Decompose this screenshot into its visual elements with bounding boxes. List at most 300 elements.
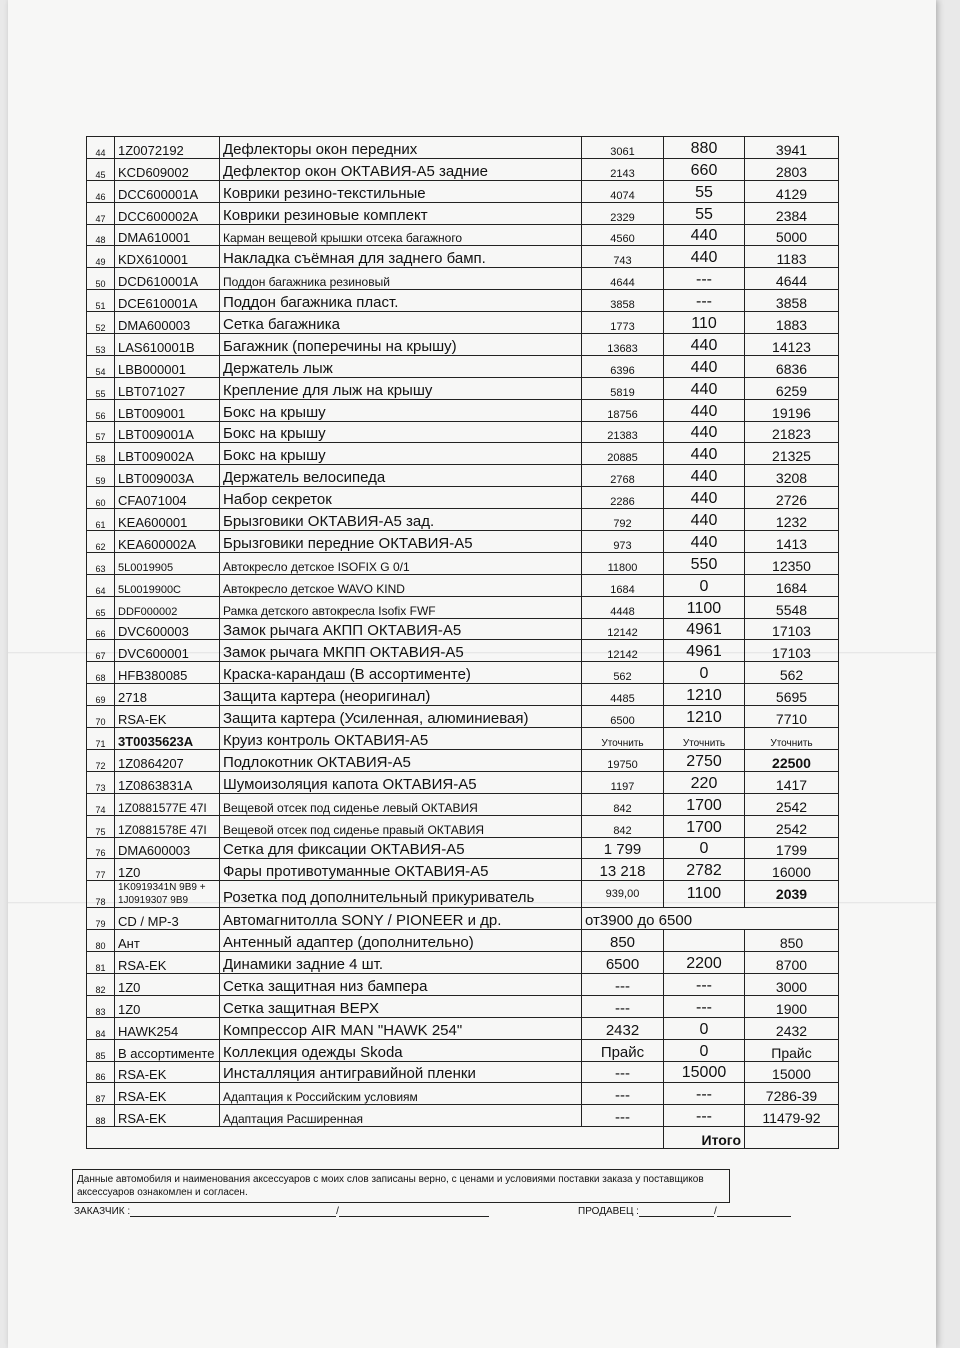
install-price: --- (664, 268, 745, 290)
total-price: 2432 (745, 1017, 839, 1039)
item-name: Держатель лыж (220, 355, 582, 377)
row-number: 70 (87, 706, 115, 728)
table-row (87, 377, 839, 399)
item-name: Коврики резиновые комплект (220, 202, 582, 224)
accessories-table-body (87, 137, 839, 1127)
customer-signature: ЗАКАЗЧИК : / (74, 1206, 489, 1217)
total-price: 4644 (745, 268, 839, 290)
table-row (87, 1105, 839, 1127)
item-price: 973 (582, 531, 664, 553)
item-name: Бокс на крышу (220, 443, 582, 465)
item-price: от3900 до 6500 (582, 908, 839, 930)
item-price: --- (582, 1061, 664, 1083)
row-number: 66 (87, 618, 115, 640)
article-code: 1Z0 (115, 973, 220, 995)
item-name: Круиз контроль ОКТАВИЯ-А5 (220, 728, 582, 750)
item-name: Сетка багажника (220, 312, 582, 334)
article-code: LBB000001 (115, 355, 220, 377)
table-row (87, 137, 839, 159)
item-price: 13 218 (582, 859, 664, 881)
row-number: 82 (87, 973, 115, 995)
table-row (87, 908, 839, 930)
table-row (87, 268, 839, 290)
install-price: 440 (664, 334, 745, 356)
table-row (87, 246, 839, 268)
total-price: 4129 (745, 180, 839, 202)
total-price: 1900 (745, 995, 839, 1017)
item-name: Дефлекторы окон передних (220, 137, 582, 159)
install-price: 0 (664, 837, 745, 859)
item-name: Автокресло детское WAVO KIND (220, 574, 582, 596)
row-number: 50 (87, 268, 115, 290)
item-price: 3061 (582, 137, 664, 159)
item-name: Набор секреток (220, 487, 582, 509)
item-name: Крепление для лыж на крышу (220, 377, 582, 399)
row-number: 85 (87, 1039, 115, 1061)
install-price: 440 (664, 224, 745, 246)
item-name: Коврики резино-текстильные (220, 180, 582, 202)
install-price: --- (664, 1083, 745, 1105)
install-price: 880 (664, 137, 745, 159)
article-code: LAS610001B (115, 334, 220, 356)
total-price: Уточнить (745, 728, 839, 750)
item-name: Инсталляция антигравийной пленки (220, 1061, 582, 1083)
item-price: 842 (582, 815, 664, 837)
table-row (87, 552, 839, 574)
item-price: 20885 (582, 443, 664, 465)
table-row (87, 290, 839, 312)
total-price: 1883 (745, 312, 839, 334)
total-price: 19196 (745, 399, 839, 421)
item-name: Накладка съёмная для заднего бамп. (220, 246, 582, 268)
table-row (87, 1083, 839, 1105)
total-label: Итого (664, 1127, 745, 1149)
total-price: 11479-92 (745, 1105, 839, 1127)
row-number: 71 (87, 728, 115, 750)
article-code: 1Z0072192 (115, 137, 220, 159)
item-name: Розетка под дополнительный прикуриватель (220, 881, 582, 908)
item-name: Автомагнитолла SONY / PIONEER и др. (220, 908, 582, 930)
install-price: 110 (664, 312, 745, 334)
item-price: 1197 (582, 771, 664, 793)
item-name: Фары противотуманные ОКТАВИЯ-А5 (220, 859, 582, 881)
table-row (87, 728, 839, 750)
total-price: 15000 (745, 1061, 839, 1083)
total-price: 12350 (745, 552, 839, 574)
item-price: 2143 (582, 158, 664, 180)
install-price: --- (664, 995, 745, 1017)
install-price: 4961 (664, 618, 745, 640)
article-code: DDF000002 (115, 596, 220, 618)
row-number: 56 (87, 399, 115, 421)
install-price: --- (664, 1105, 745, 1127)
total-price: 2039 (745, 881, 839, 908)
total-price: 22500 (745, 749, 839, 771)
install-price: 0 (664, 662, 745, 684)
article-code: LBT009003A (115, 465, 220, 487)
total-price: 5548 (745, 596, 839, 618)
table-row (87, 312, 839, 334)
item-price: 6500 (582, 706, 664, 728)
table-row (87, 202, 839, 224)
item-price: 939,00 (582, 881, 664, 908)
item-name: Держатель велосипеда (220, 465, 582, 487)
row-number: 76 (87, 837, 115, 859)
table-row (87, 640, 839, 662)
row-number: 80 (87, 930, 115, 952)
item-price: Прайс (582, 1039, 664, 1061)
install-price: 1210 (664, 706, 745, 728)
item-name: Брызговики передние ОКТАВИЯ-А5 (220, 531, 582, 553)
item-price: 842 (582, 793, 664, 815)
total-price: 1183 (745, 246, 839, 268)
total-price: 3208 (745, 465, 839, 487)
row-number: 84 (87, 1017, 115, 1039)
total-row (87, 1127, 839, 1149)
item-price: 3858 (582, 290, 664, 312)
article-code: KDX610001 (115, 246, 220, 268)
article-code: CFA071004 (115, 487, 220, 509)
item-price: 11800 (582, 552, 664, 574)
table-row (87, 180, 839, 202)
article-code: 5L0019900C (115, 574, 220, 596)
row-number: 45 (87, 158, 115, 180)
item-name: Подлокотник ОКТАВИЯ-А5 (220, 749, 582, 771)
item-name: Динамики задние 4 шт. (220, 952, 582, 974)
total-price: 1232 (745, 509, 839, 531)
total-price: Прайс (745, 1039, 839, 1061)
item-name: Сетка защитная низ бампера (220, 973, 582, 995)
article-code: DCC600001A (115, 180, 220, 202)
table-row (87, 881, 839, 908)
install-price: 15000 (664, 1061, 745, 1083)
total-price: 7286-39 (745, 1083, 839, 1105)
install-price: 55 (664, 202, 745, 224)
item-price: --- (582, 973, 664, 995)
item-name: Коллекция одежды Skoda (220, 1039, 582, 1061)
table-row (87, 995, 839, 1017)
article-code: 1Z0 (115, 995, 220, 1017)
customer-sign-line (130, 1206, 336, 1217)
row-number: 72 (87, 749, 115, 771)
article-code: DCC600002A (115, 202, 220, 224)
item-price: 1773 (582, 312, 664, 334)
row-number: 48 (87, 224, 115, 246)
item-name: Сетка для фиксации ОКТАВИЯ-А5 (220, 837, 582, 859)
article-code: 1Z0881578E 47I (115, 815, 220, 837)
row-number: 60 (87, 487, 115, 509)
total-price: 21325 (745, 443, 839, 465)
item-price: 743 (582, 246, 664, 268)
table-row (87, 1061, 839, 1083)
item-price: 562 (582, 662, 664, 684)
table-row (87, 224, 839, 246)
item-price: 12142 (582, 618, 664, 640)
article-code: LBT009001 (115, 399, 220, 421)
consent-disclaimer: Данные автомобиля и наименования аксессуаров с моих слов записаны верно, с ценами и условиями поставки заказа у поставщиков аксессуаров ознакомлен и согласен. (72, 1169, 730, 1203)
total-price: 5000 (745, 224, 839, 246)
table-row (87, 662, 839, 684)
total-price: 2542 (745, 815, 839, 837)
install-price: --- (664, 973, 745, 995)
row-number: 61 (87, 509, 115, 531)
item-price: 792 (582, 509, 664, 531)
row-number: 68 (87, 662, 115, 684)
seller-name-line (717, 1206, 791, 1217)
item-name: Вещевой отсек под сиденье левый ОКТАВИЯ (220, 793, 582, 815)
install-price: --- (664, 290, 745, 312)
item-price: Уточнить (582, 728, 664, 750)
table-row (87, 574, 839, 596)
article-code: RSA-EK (115, 1083, 220, 1105)
install-price: 1700 (664, 793, 745, 815)
seller-sign-line (639, 1206, 714, 1217)
table-row (87, 793, 839, 815)
item-name: Защита картера (Усиленная, алюминиевая) (220, 706, 582, 728)
total-price: 1413 (745, 531, 839, 553)
item-name: Краска-карандаш (В ассортименте) (220, 662, 582, 684)
item-name: Рамка детского автокресла Isofix FWF (220, 596, 582, 618)
total-price: 21823 (745, 421, 839, 443)
item-name: Дефлектор окон ОКТАВИЯ-А5 задние (220, 158, 582, 180)
install-price: 1700 (664, 815, 745, 837)
table-row (87, 399, 839, 421)
item-name: Бокс на крышу (220, 399, 582, 421)
article-code: DMA600003 (115, 837, 220, 859)
item-name: Сетка защитная ВЕРХ (220, 995, 582, 1017)
row-number: 79 (87, 908, 115, 930)
row-number: 67 (87, 640, 115, 662)
item-name: Адаптация Расширенная (220, 1105, 582, 1127)
total-price: 2542 (745, 793, 839, 815)
item-price: 2432 (582, 1017, 664, 1039)
row-number: 74 (87, 793, 115, 815)
article-code: DMA600003 (115, 312, 220, 334)
item-price: 4644 (582, 268, 664, 290)
article-code: RSA-EK (115, 952, 220, 974)
table-row (87, 443, 839, 465)
table-row (87, 930, 839, 952)
item-price: 6500 (582, 952, 664, 974)
article-code: CD / MP-3 (115, 908, 220, 930)
article-code: RSA-EK (115, 706, 220, 728)
customer-label: ЗАКАЗЧИК : (74, 1206, 131, 1217)
item-price: 19750 (582, 749, 664, 771)
article-code: RSA-EK (115, 1061, 220, 1083)
table-row (87, 334, 839, 356)
item-name: Карман вещевой крышки отсека багажного (220, 224, 582, 246)
table-row (87, 771, 839, 793)
row-number: 83 (87, 995, 115, 1017)
item-price: 6396 (582, 355, 664, 377)
row-number: 62 (87, 531, 115, 553)
install-price: 440 (664, 377, 745, 399)
item-price: --- (582, 1083, 664, 1105)
total-price: 14123 (745, 334, 839, 356)
table-row (87, 421, 839, 443)
install-price: 0 (664, 574, 745, 596)
total-price: 1417 (745, 771, 839, 793)
item-name: Поддон багажника резиновый (220, 268, 582, 290)
table-row (87, 837, 839, 859)
customer-name-line (339, 1206, 489, 1217)
article-code: 2718 (115, 684, 220, 706)
total-price: 16000 (745, 859, 839, 881)
article-code: RSA-EK (115, 1105, 220, 1127)
item-name: Вещевой отсек под сиденье правый ОКТАВИЯ (220, 815, 582, 837)
table-row (87, 158, 839, 180)
article-code: 1Z0863831A (115, 771, 220, 793)
item-name: Замок рычага АКПП ОКТАВИЯ-А5 (220, 618, 582, 640)
total-price: 2726 (745, 487, 839, 509)
table-row (87, 487, 839, 509)
table-row (87, 952, 839, 974)
install-price: 55 (664, 180, 745, 202)
item-name: Защита картера (неоригинал) (220, 684, 582, 706)
install-price: 660 (664, 158, 745, 180)
row-number: 87 (87, 1083, 115, 1105)
total-price: 3941 (745, 137, 839, 159)
item-price: 1 799 (582, 837, 664, 859)
table-row (87, 531, 839, 553)
total-price: 7710 (745, 706, 839, 728)
install-price: 1210 (664, 684, 745, 706)
item-name: Антенный адаптер (дополнительно) (220, 930, 582, 952)
row-number: 63 (87, 552, 115, 574)
row-number: 88 (87, 1105, 115, 1127)
row-number: 58 (87, 443, 115, 465)
item-price: 21383 (582, 421, 664, 443)
table-row (87, 1039, 839, 1061)
article-code: DCD610001A (115, 268, 220, 290)
item-name: Компрессор AIR MAN "HAWK 254" (220, 1017, 582, 1039)
row-number: 64 (87, 574, 115, 596)
table-row (87, 465, 839, 487)
article-code: KEA600001 (115, 509, 220, 531)
article-code: HFB380085 (115, 662, 220, 684)
row-number: 86 (87, 1061, 115, 1083)
article-code: В ассортименте (115, 1039, 220, 1061)
article-code: LBT071027 (115, 377, 220, 399)
table-row (87, 1017, 839, 1039)
install-price: 440 (664, 421, 745, 443)
row-number: 53 (87, 334, 115, 356)
install-price: Уточнить (664, 728, 745, 750)
row-number: 54 (87, 355, 115, 377)
install-price: 2750 (664, 749, 745, 771)
item-price: 4448 (582, 596, 664, 618)
article-code: DVC600001 (115, 640, 220, 662)
article-code: HAWK254 (115, 1017, 220, 1039)
table-row (87, 355, 839, 377)
item-price: 13683 (582, 334, 664, 356)
install-price: 1100 (664, 881, 745, 908)
item-price: 12142 (582, 640, 664, 662)
total-price: 3000 (745, 973, 839, 995)
install-price: 4961 (664, 640, 745, 662)
row-number: 65 (87, 596, 115, 618)
row-number: 49 (87, 246, 115, 268)
table-row (87, 596, 839, 618)
item-name: Автокресло детское ISOFIX G 0/1 (220, 552, 582, 574)
install-price: 220 (664, 771, 745, 793)
total-price: 850 (745, 930, 839, 952)
install-price: 0 (664, 1017, 745, 1039)
item-name: Замок рычага МКПП ОКТАВИЯ-А5 (220, 640, 582, 662)
item-name: Адаптация к Российским условиям (220, 1083, 582, 1105)
article-code: LBT009002A (115, 443, 220, 465)
article-code: KEA600002A (115, 531, 220, 553)
table-row (87, 706, 839, 728)
item-price: 5819 (582, 377, 664, 399)
install-price: 440 (664, 399, 745, 421)
row-number: 51 (87, 290, 115, 312)
row-number: 46 (87, 180, 115, 202)
article-code: 1Z0864207 (115, 749, 220, 771)
seller-label: ПРОДАВЕЦ : (578, 1206, 639, 1217)
total-price: 6836 (745, 355, 839, 377)
total-price: 6259 (745, 377, 839, 399)
total-price: 2384 (745, 202, 839, 224)
item-name: Шумоизоляция капота ОКТАВИЯ-А5 (220, 771, 582, 793)
install-price: 550 (664, 552, 745, 574)
row-number: 73 (87, 771, 115, 793)
item-price: 4485 (582, 684, 664, 706)
seller-signature: ПРОДАВЕЦ : / (578, 1206, 791, 1217)
item-name: Багажник (поперечины на крышу) (220, 334, 582, 356)
row-number: 77 (87, 859, 115, 881)
install-price: 0 (664, 1039, 745, 1061)
article-code: 3T0035623A (115, 728, 220, 750)
item-price: 850 (582, 930, 664, 952)
total-price: 1799 (745, 837, 839, 859)
article-code: 5L0019905 (115, 552, 220, 574)
total-price: 17103 (745, 640, 839, 662)
install-price (664, 930, 745, 952)
table-row (87, 859, 839, 881)
row-number: 55 (87, 377, 115, 399)
install-price: 440 (664, 509, 745, 531)
row-number: 59 (87, 465, 115, 487)
item-price: --- (582, 995, 664, 1017)
article-code: DVC600003 (115, 618, 220, 640)
item-price: 1684 (582, 574, 664, 596)
total-price: 562 (745, 662, 839, 684)
item-name: Брызговики ОКТАВИЯ-А5 зад. (220, 509, 582, 531)
row-number: 44 (87, 137, 115, 159)
table-row (87, 618, 839, 640)
install-price: 440 (664, 487, 745, 509)
row-number: 52 (87, 312, 115, 334)
table-row (87, 815, 839, 837)
item-price: 2286 (582, 487, 664, 509)
total-value (745, 1127, 839, 1149)
total-price: 8700 (745, 952, 839, 974)
total-price: 5695 (745, 684, 839, 706)
row-number: 78 (87, 881, 115, 908)
total-price: 3858 (745, 290, 839, 312)
total-price: 17103 (745, 618, 839, 640)
item-name: Бокс на крышу (220, 421, 582, 443)
accessories-table (86, 136, 839, 1149)
row-number: 75 (87, 815, 115, 837)
article-code: 1K0919341N 9B9 + 1J0919307 9B9 (115, 881, 220, 908)
total-price: 1684 (745, 574, 839, 596)
item-price: --- (582, 1105, 664, 1127)
item-price: 2768 (582, 465, 664, 487)
install-price: 440 (664, 246, 745, 268)
install-price: 440 (664, 531, 745, 553)
